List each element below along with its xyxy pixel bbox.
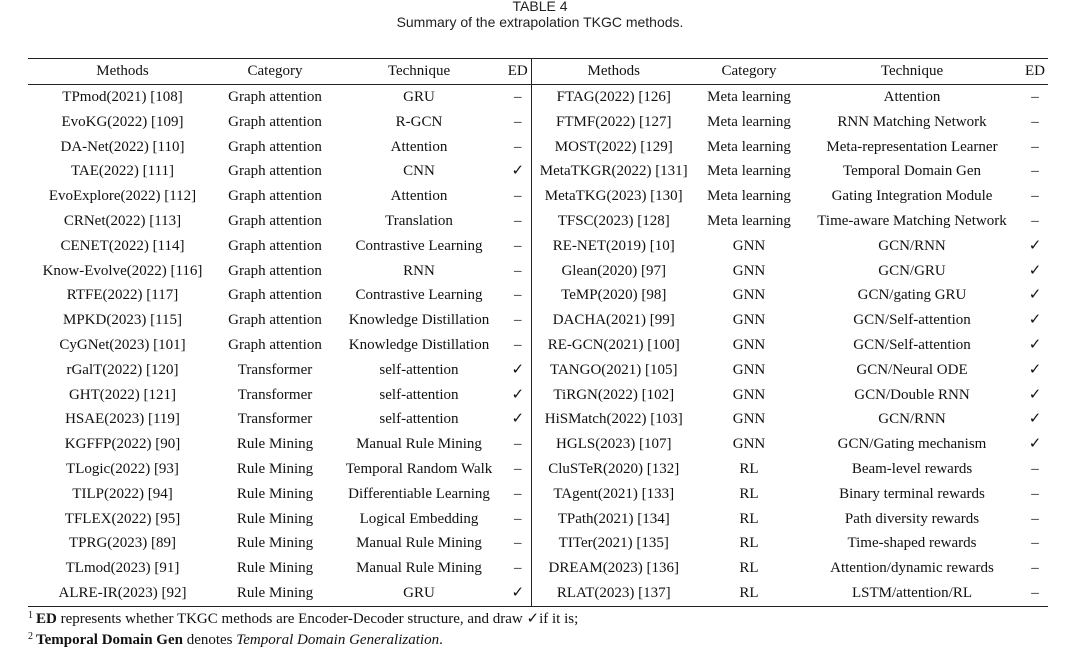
ed-cell: ✓ [505, 159, 531, 184]
table-row [28, 531, 1048, 556]
footnote-term: Temporal Domain Gen [36, 632, 183, 648]
method-cell: TFSC(2023) [128] [557, 212, 670, 229]
method-cell: RTFE(2022) [117] [66, 287, 179, 304]
method-cell: TITer(2021) [135] [558, 535, 669, 552]
technique-cell: Knowledge Distillation [348, 336, 490, 353]
table-caption: Summary of the extrapolation TKGC methods. [396, 14, 684, 30]
category-cell: Graph attention [228, 188, 322, 205]
ed-cell: ✓ [1028, 237, 1042, 254]
category-cell: Graph attention [228, 336, 322, 353]
category-cell: RL [739, 535, 759, 552]
method-cell: TeMP(2020) [98] [561, 287, 667, 304]
ed-cell: ✓ [1028, 411, 1042, 428]
technique-cell: GRU [403, 89, 435, 105]
technique-cell: GCN/Neural ODE [856, 361, 968, 378]
technique-cell: GCN/gating GRU [857, 287, 967, 304]
method-cell: EvoExplore(2022) [112] [48, 188, 197, 205]
category-cell: Meta learning [707, 89, 791, 105]
method-cell: TLmod(2023) [91] [65, 560, 180, 577]
method-cell: TLogic(2022) [93] [66, 460, 179, 477]
method-cell: EvoKG(2022) [109] [61, 113, 184, 130]
technique-cell: Manual Rule Mining [356, 560, 482, 577]
method-cell: MPKD(2023) [115] [62, 312, 183, 329]
table-row [28, 259, 1048, 284]
method-cell: HiSMatch(2022) [103] [544, 411, 683, 428]
table-row [28, 482, 1048, 507]
technique-cell: RNN [403, 262, 435, 279]
table-row [28, 159, 1048, 184]
table-body [28, 85, 1048, 607]
ed-cell: – [505, 110, 531, 135]
category-cell: Rule Mining [236, 510, 314, 527]
ed-cell: ✓ [505, 358, 531, 383]
table-row [28, 283, 1048, 308]
method-cell: FTAG(2022) [126] [556, 89, 671, 105]
technique-cell: Manual Rule Mining [356, 535, 482, 552]
header-category: Category [247, 63, 303, 79]
footnote-term: ED [36, 611, 57, 627]
method-cell: CluSTeR(2020) [132] [548, 460, 680, 477]
technique-cell: GCN/Self-attention [853, 336, 971, 353]
ed-cell: – [1031, 535, 1039, 552]
method-cell: GHT(2022) [121] [68, 386, 177, 403]
table-row [28, 85, 1048, 110]
method-cell: rGalT(2022) [120] [66, 361, 179, 378]
category-cell: Meta learning [707, 212, 791, 229]
method-cell: Glean(2020) [97] [561, 262, 667, 279]
technique-cell: Attention [390, 138, 448, 155]
table-row [28, 383, 1048, 408]
method-cell: RE-GCN(2021) [100] [547, 336, 680, 353]
footnote-text: denotes [182, 632, 237, 648]
category-cell: Meta learning [707, 113, 791, 130]
method-cell: DA-Net(2022) [110] [60, 138, 185, 155]
header-methods: Methods [96, 63, 149, 79]
ed-cell: – [1031, 460, 1039, 477]
method-cell: KGFFP(2022) [90] [64, 436, 181, 453]
technique-cell: Binary terminal rewards [839, 485, 985, 502]
category-cell: GNN [732, 436, 766, 453]
technique-cell: R-GCN [395, 113, 443, 130]
header-category: Category [721, 63, 777, 79]
technique-cell: self-attention [379, 386, 459, 403]
ed-cell: ✓ [1028, 312, 1042, 329]
ed-cell: – [505, 184, 531, 209]
ed-cell: – [505, 457, 531, 482]
ed-cell: ✓ [505, 581, 531, 606]
technique-cell: Contrastive Learning [355, 287, 483, 304]
ed-cell: – [505, 209, 531, 234]
ed-cell: ✓ [1028, 336, 1042, 353]
method-cell: TANGO(2021) [105] [549, 361, 678, 378]
ed-cell: ✓ [1028, 361, 1042, 378]
method-cell: MetaTKGR(2022) [131] [539, 163, 688, 180]
ed-cell: – [505, 556, 531, 581]
ed-cell: – [505, 135, 531, 160]
ed-cell: – [1031, 188, 1039, 205]
ed-cell: – [1031, 113, 1039, 130]
category-cell: Graph attention [228, 312, 322, 329]
method-cell: FTMF(2022) [127] [556, 113, 672, 130]
category-cell: Transformer [237, 411, 313, 428]
technique-cell: Path diversity rewards [844, 510, 980, 527]
technique-cell: GCN/Gating mechanism [837, 436, 987, 453]
table-row [28, 556, 1048, 581]
technique-cell: Differentiable Learning [348, 485, 490, 502]
footnote-italic: Temporal Domain Generalization [236, 632, 440, 648]
header-ed: ED [505, 59, 531, 85]
category-cell: GNN [732, 386, 766, 403]
category-cell: RL [739, 485, 759, 502]
category-cell: Graph attention [228, 138, 322, 155]
method-cell: TAE(2022) [111] [70, 163, 175, 180]
technique-cell: Manual Rule Mining [356, 436, 482, 453]
technique-cell: Contrastive Learning [355, 237, 483, 254]
category-cell: Meta learning [707, 138, 791, 155]
category-cell: Graph attention [228, 237, 322, 254]
table-header-row [28, 59, 1048, 85]
ed-cell: – [1031, 212, 1039, 229]
method-cell: HSAE(2023) [119] [65, 411, 180, 428]
ed-cell: – [505, 531, 531, 556]
technique-cell: Time-shaped rewards [847, 535, 977, 552]
technique-cell: GCN/Self-attention [853, 312, 971, 329]
method-cell: DACHA(2021) [99] [552, 312, 675, 329]
table-row [28, 234, 1048, 259]
table-row [28, 507, 1048, 532]
table-row [28, 333, 1048, 358]
category-cell: Rule Mining [236, 560, 314, 577]
category-cell: RL [739, 584, 759, 601]
method-cell: RLAT(2023) [137] [556, 584, 671, 601]
category-cell: GNN [732, 411, 766, 428]
technique-cell: Attention/dynamic rewards [830, 560, 994, 577]
method-cell: TAgent(2021) [133] [553, 485, 675, 502]
ed-cell: ✓ [505, 407, 531, 432]
category-cell: Graph attention [228, 212, 322, 229]
technique-cell: Temporal Domain Gen [842, 163, 982, 180]
table-row [28, 184, 1048, 209]
ed-cell: – [505, 283, 531, 308]
table-row [28, 432, 1048, 457]
ed-cell: – [1031, 485, 1039, 502]
method-cell: TiRGN(2022) [102] [553, 386, 675, 403]
table-row [28, 457, 1048, 482]
method-cell: RE-NET(2019) [10] [552, 237, 675, 254]
category-cell: Meta learning [707, 163, 791, 180]
method-cell: HGLS(2023) [107] [556, 436, 672, 453]
ed-cell: – [505, 234, 531, 259]
category-cell: GNN [732, 361, 766, 378]
category-cell: Transformer [237, 361, 313, 378]
ed-cell: – [505, 308, 531, 333]
category-cell: GNN [732, 262, 766, 279]
technique-cell: Temporal Random Walk [345, 460, 493, 477]
technique-cell: Attention [390, 188, 448, 205]
category-cell: Graph attention [228, 262, 322, 279]
table-row [28, 209, 1048, 234]
footnote-text: represents whether TKGC methods are Encoder-Decoder structure, and draw ✓if it is; [56, 611, 579, 627]
method-cell: TILP(2022) [94] [72, 485, 173, 502]
table-label: TABLE 4 [512, 0, 568, 14]
ed-cell: – [1031, 560, 1039, 577]
footnote-end: . [439, 632, 443, 648]
ed-cell: ✓ [1028, 436, 1042, 453]
ed-cell: ✓ [1028, 386, 1042, 403]
category-cell: GNN [732, 287, 766, 304]
ed-cell: – [505, 507, 531, 532]
method-cell: TFLEX(2022) [95] [64, 510, 181, 527]
ed-cell: ✓ [505, 383, 531, 408]
category-cell: Rule Mining [236, 460, 314, 477]
technique-cell: GCN/Double RNN [854, 386, 970, 403]
method-cell: CENET(2022) [114] [60, 237, 185, 254]
technique-cell: Attention [883, 89, 941, 105]
technique-cell: self-attention [379, 411, 459, 428]
method-cell: TPRG(2023) [89] [68, 535, 177, 552]
technique-cell: GCN/RNN [878, 237, 946, 254]
ed-cell: – [505, 333, 531, 358]
category-cell: Rule Mining [236, 584, 314, 601]
technique-cell: CNN [403, 163, 435, 180]
category-cell: RL [739, 560, 759, 577]
method-cell: CyGNet(2023) [101] [59, 336, 186, 353]
footnote-1 [28, 607, 578, 628]
method-cell: Know-Evolve(2022) [116] [42, 262, 203, 279]
table-row [28, 110, 1048, 135]
methods-table-container [28, 58, 1048, 607]
ed-cell: – [505, 259, 531, 284]
technique-cell: Meta-representation Learner [826, 138, 998, 155]
category-cell: RL [739, 510, 759, 527]
table-row [28, 308, 1048, 333]
table-row [28, 407, 1048, 432]
technique-cell: LSTM/attention/RL [852, 584, 972, 601]
technique-cell: Knowledge Distillation [348, 312, 490, 329]
ed-cell: – [1031, 163, 1039, 180]
method-cell: TPmod(2021) [108] [62, 89, 183, 105]
technique-cell: RNN Matching Network [837, 113, 987, 130]
category-cell: Rule Mining [236, 436, 314, 453]
ed-cell: – [505, 432, 531, 457]
technique-cell: Beam-level rewards [851, 460, 973, 477]
category-cell: GNN [732, 312, 766, 329]
ed-cell: ✓ [1028, 287, 1042, 304]
method-cell: ALRE-IR(2023) [92] [58, 584, 187, 601]
category-cell: Transformer [237, 386, 313, 403]
header-technique: Technique [880, 63, 944, 79]
table-row [28, 581, 1048, 606]
technique-cell: GRU [403, 584, 435, 601]
ed-cell: – [1031, 89, 1039, 105]
category-cell: Meta learning [707, 188, 791, 205]
technique-cell: Logical Embedding [359, 510, 479, 527]
technique-cell: self-attention [379, 361, 459, 378]
ed-cell: – [1031, 510, 1039, 527]
technique-cell: Gating Integration Module [831, 188, 993, 205]
technique-cell: GCN/RNN [878, 411, 946, 428]
category-cell: GNN [732, 237, 766, 254]
category-cell: Rule Mining [236, 535, 314, 552]
category-cell: Graph attention [228, 163, 322, 180]
technique-cell: Translation [385, 212, 453, 229]
methods-table [28, 58, 1048, 607]
method-cell: MOST(2022) [129] [554, 138, 673, 155]
header-technique: Technique [387, 63, 451, 79]
header-methods: Methods [587, 63, 640, 79]
technique-cell: GCN/GRU [878, 262, 946, 279]
ed-cell: – [1031, 584, 1039, 601]
method-cell: CRNet(2022) [113] [63, 212, 182, 229]
category-cell: Graph attention [228, 113, 322, 130]
ed-cell: ✓ [1028, 262, 1042, 279]
category-cell: Graph attention [228, 89, 322, 105]
category-cell: GNN [732, 336, 766, 353]
category-cell: Rule Mining [236, 485, 314, 502]
ed-cell: – [505, 482, 531, 507]
ed-cell: – [505, 85, 531, 110]
category-cell: Graph attention [228, 287, 322, 304]
method-cell: MetaTKG(2023) [130] [544, 188, 683, 205]
table-row [28, 358, 1048, 383]
footnote-mark: 1 [28, 610, 33, 621]
method-cell: DREAM(2023) [136] [548, 560, 679, 577]
footnote-2 [28, 628, 578, 649]
ed-cell: – [1031, 138, 1039, 155]
header-ed: ED [1025, 63, 1045, 79]
footnotes [28, 607, 578, 649]
method-cell: TPath(2021) [134] [557, 510, 670, 527]
table-row [28, 135, 1048, 160]
technique-cell: Time-aware Matching Network [817, 212, 1007, 229]
footnote-mark: 2 [28, 631, 33, 642]
category-cell: RL [739, 460, 759, 477]
